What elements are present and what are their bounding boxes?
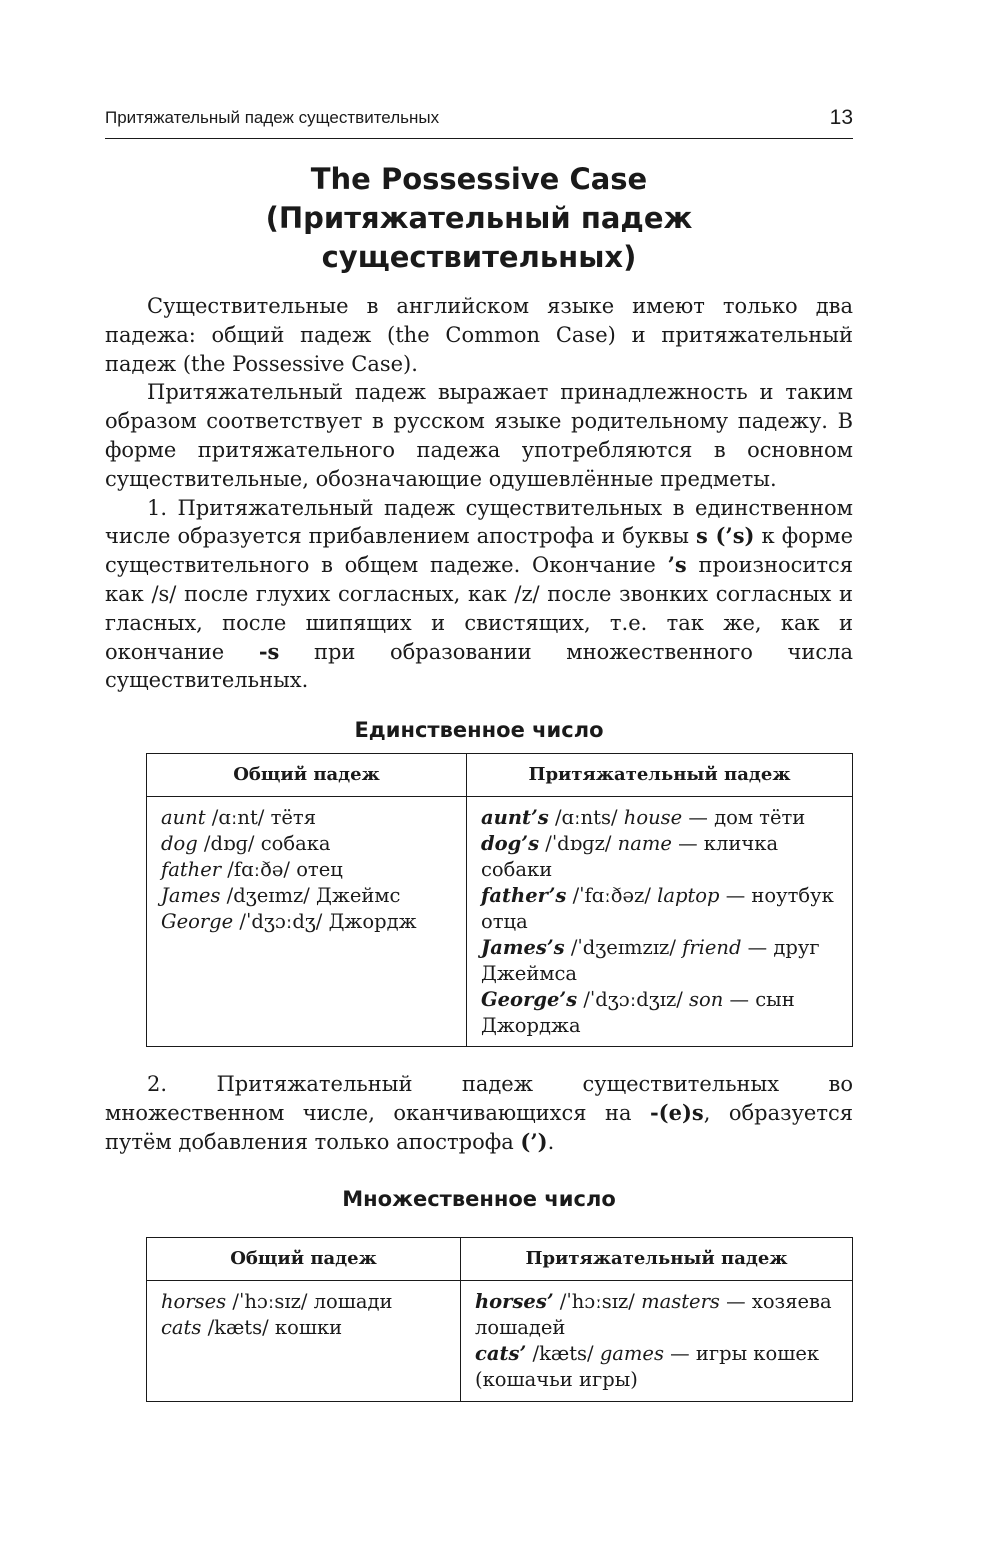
possessive-noun: aunt’s	[481, 806, 549, 829]
list-item	[481, 935, 840, 987]
list-item	[161, 1289, 448, 1315]
table-header-row	[147, 1238, 853, 1281]
column-header-common: Общий падеж	[147, 1238, 461, 1281]
paragraph-rule-1	[105, 494, 853, 696]
list-item	[161, 831, 454, 857]
rule-1-ending: ’s	[667, 552, 687, 578]
possessive-noun: James’s	[481, 936, 565, 959]
possessive-case-cell	[461, 1281, 853, 1402]
section-heading	[105, 160, 853, 277]
transcription: /ˈdʒɔːdʒ/ Джордж	[233, 910, 417, 933]
list-item	[161, 909, 454, 935]
possessive-noun: George’s	[481, 988, 578, 1011]
list-item	[481, 987, 840, 1039]
object-noun: son	[689, 988, 724, 1011]
common-case-cell	[147, 1281, 461, 1402]
plural-rule-text	[105, 1070, 853, 1156]
transcription: /ˈdʒeɪmzɪz/	[564, 936, 683, 959]
object-noun: games	[599, 1342, 664, 1365]
noun: dog	[161, 832, 198, 855]
list-item	[475, 1341, 840, 1393]
transcription: /dʒeɪmz/ Джеймс	[220, 884, 401, 907]
rule-1-ending: -s	[258, 638, 280, 664]
possessive-noun: horses’	[475, 1290, 554, 1313]
possessive-noun: dog’s	[481, 832, 540, 855]
translation: — друг Джеймса	[481, 936, 820, 985]
heading-line-2: (Притяжательный падеж	[265, 201, 693, 235]
list-item	[481, 805, 840, 831]
transcription: /kæts/ кошки	[201, 1316, 343, 1339]
table-row	[147, 797, 853, 1047]
translation: — ноутбук отца	[481, 884, 834, 933]
list-item	[161, 857, 454, 883]
intro-text	[105, 292, 853, 695]
noun: cats	[161, 1316, 202, 1339]
transcription: /ɑːnt/ тётя	[205, 806, 316, 829]
rule-2-part: .	[547, 1129, 555, 1154]
rule-1-part: к форме существительного в общем падеже. Окончание	[105, 524, 854, 578]
translation: — кличка собаки	[481, 832, 779, 881]
transcription: /ɑːnts/	[548, 806, 624, 829]
transcription: /dɒɡ/ собака	[197, 832, 331, 855]
table-row	[147, 1281, 853, 1402]
column-header-possessive: Притяжательный падеж	[461, 1238, 853, 1281]
rule-2-ending: (’)	[520, 1128, 548, 1154]
column-header-common: Общий падеж	[147, 754, 467, 797]
plural-table-title: Множественное число	[342, 1187, 616, 1211]
translation: — сын Джорджа	[481, 988, 795, 1037]
noun: father	[161, 858, 222, 881]
translation: — игры кошек (кошачьи игры)	[475, 1342, 820, 1391]
possessive-case-cell	[467, 797, 853, 1047]
singular-table	[146, 753, 853, 1047]
object-noun: friend	[682, 936, 742, 959]
paragraph-cases: Существительные в английском языке имеют только два падежа: общий падеж (the Common Case) и притяжательный падеж (the Possessive Case).	[105, 294, 853, 376]
paragraph-rule-2	[105, 1070, 853, 1156]
list-item	[161, 805, 454, 831]
running-head	[105, 108, 853, 139]
rule-2-part: , образуется путём добавления только апострофа	[105, 1100, 853, 1154]
page-number: 13	[829, 106, 853, 129]
object-noun: house	[623, 806, 683, 829]
translation: — хозяева лошадей	[475, 1290, 832, 1339]
list-item	[475, 1289, 840, 1341]
rule-2-part: 2. Притяжательный падеж существительных во множественном числе, оканчивающихся на	[105, 1072, 853, 1125]
plural-table	[146, 1237, 853, 1402]
rule-2-ending: -(e)s	[649, 1099, 704, 1125]
transcription: /ˈhɔːsɪz/	[553, 1290, 642, 1313]
heading-line-3: существительных)	[321, 240, 637, 274]
common-case-cell	[147, 797, 467, 1047]
list-item	[161, 883, 454, 909]
transcription: /ˈhɔːsɪz/ лошади	[226, 1290, 393, 1313]
paragraph-meaning: Притяжательный падеж выражает принадлежность и таким образом соответствует в русском языке родительному падежу. В форме притяжательного падежа употребляются в основном существительные, обозначающие одушевлённые предметы.	[105, 380, 853, 491]
column-header-possessive: Притяжательный падеж	[467, 754, 853, 797]
translation: — дом тёти	[682, 806, 806, 829]
object-noun: name	[617, 832, 672, 855]
singular-table-title: Единственное число	[354, 718, 604, 742]
list-item	[481, 831, 840, 883]
rule-1-part: при образовании множественного числа существительных.	[105, 639, 853, 693]
list-item	[161, 1315, 448, 1341]
rule-1-part: произносится как /s/ после глухих согласных, как /z/ после звонких согласных и гласных, после шипящих и свистящих, т.е. так же, как и окончание	[105, 553, 853, 664]
object-noun: masters	[641, 1290, 720, 1313]
list-item	[481, 883, 840, 935]
transcription: /ˈdɒɡz/	[539, 832, 618, 855]
heading-line-1: The Possessive Case	[310, 162, 648, 196]
possessive-noun: father’s	[481, 884, 567, 907]
transcription: /fɑːðə/ отец	[221, 858, 343, 881]
rule-1-part: 1. Притяжательный падеж существительных в единственном числе образуется прибавлением апострофа и буквы	[105, 495, 853, 549]
noun: George	[161, 910, 234, 933]
transcription: /ˈfɑːðəz/	[566, 884, 658, 907]
table-header-row	[147, 754, 853, 797]
noun: James	[161, 884, 221, 907]
transcription: /ˈdʒɔːdʒɪz/	[577, 988, 690, 1011]
object-noun: laptop	[657, 884, 720, 907]
running-head-title: Притяжательный падеж существительных	[105, 108, 440, 127]
rule-1-ending: s (’s)	[695, 523, 755, 549]
noun: aunt	[161, 806, 206, 829]
noun: horses	[161, 1290, 227, 1313]
transcription: /kæts/	[526, 1342, 600, 1365]
possessive-noun: cats’	[475, 1342, 527, 1365]
